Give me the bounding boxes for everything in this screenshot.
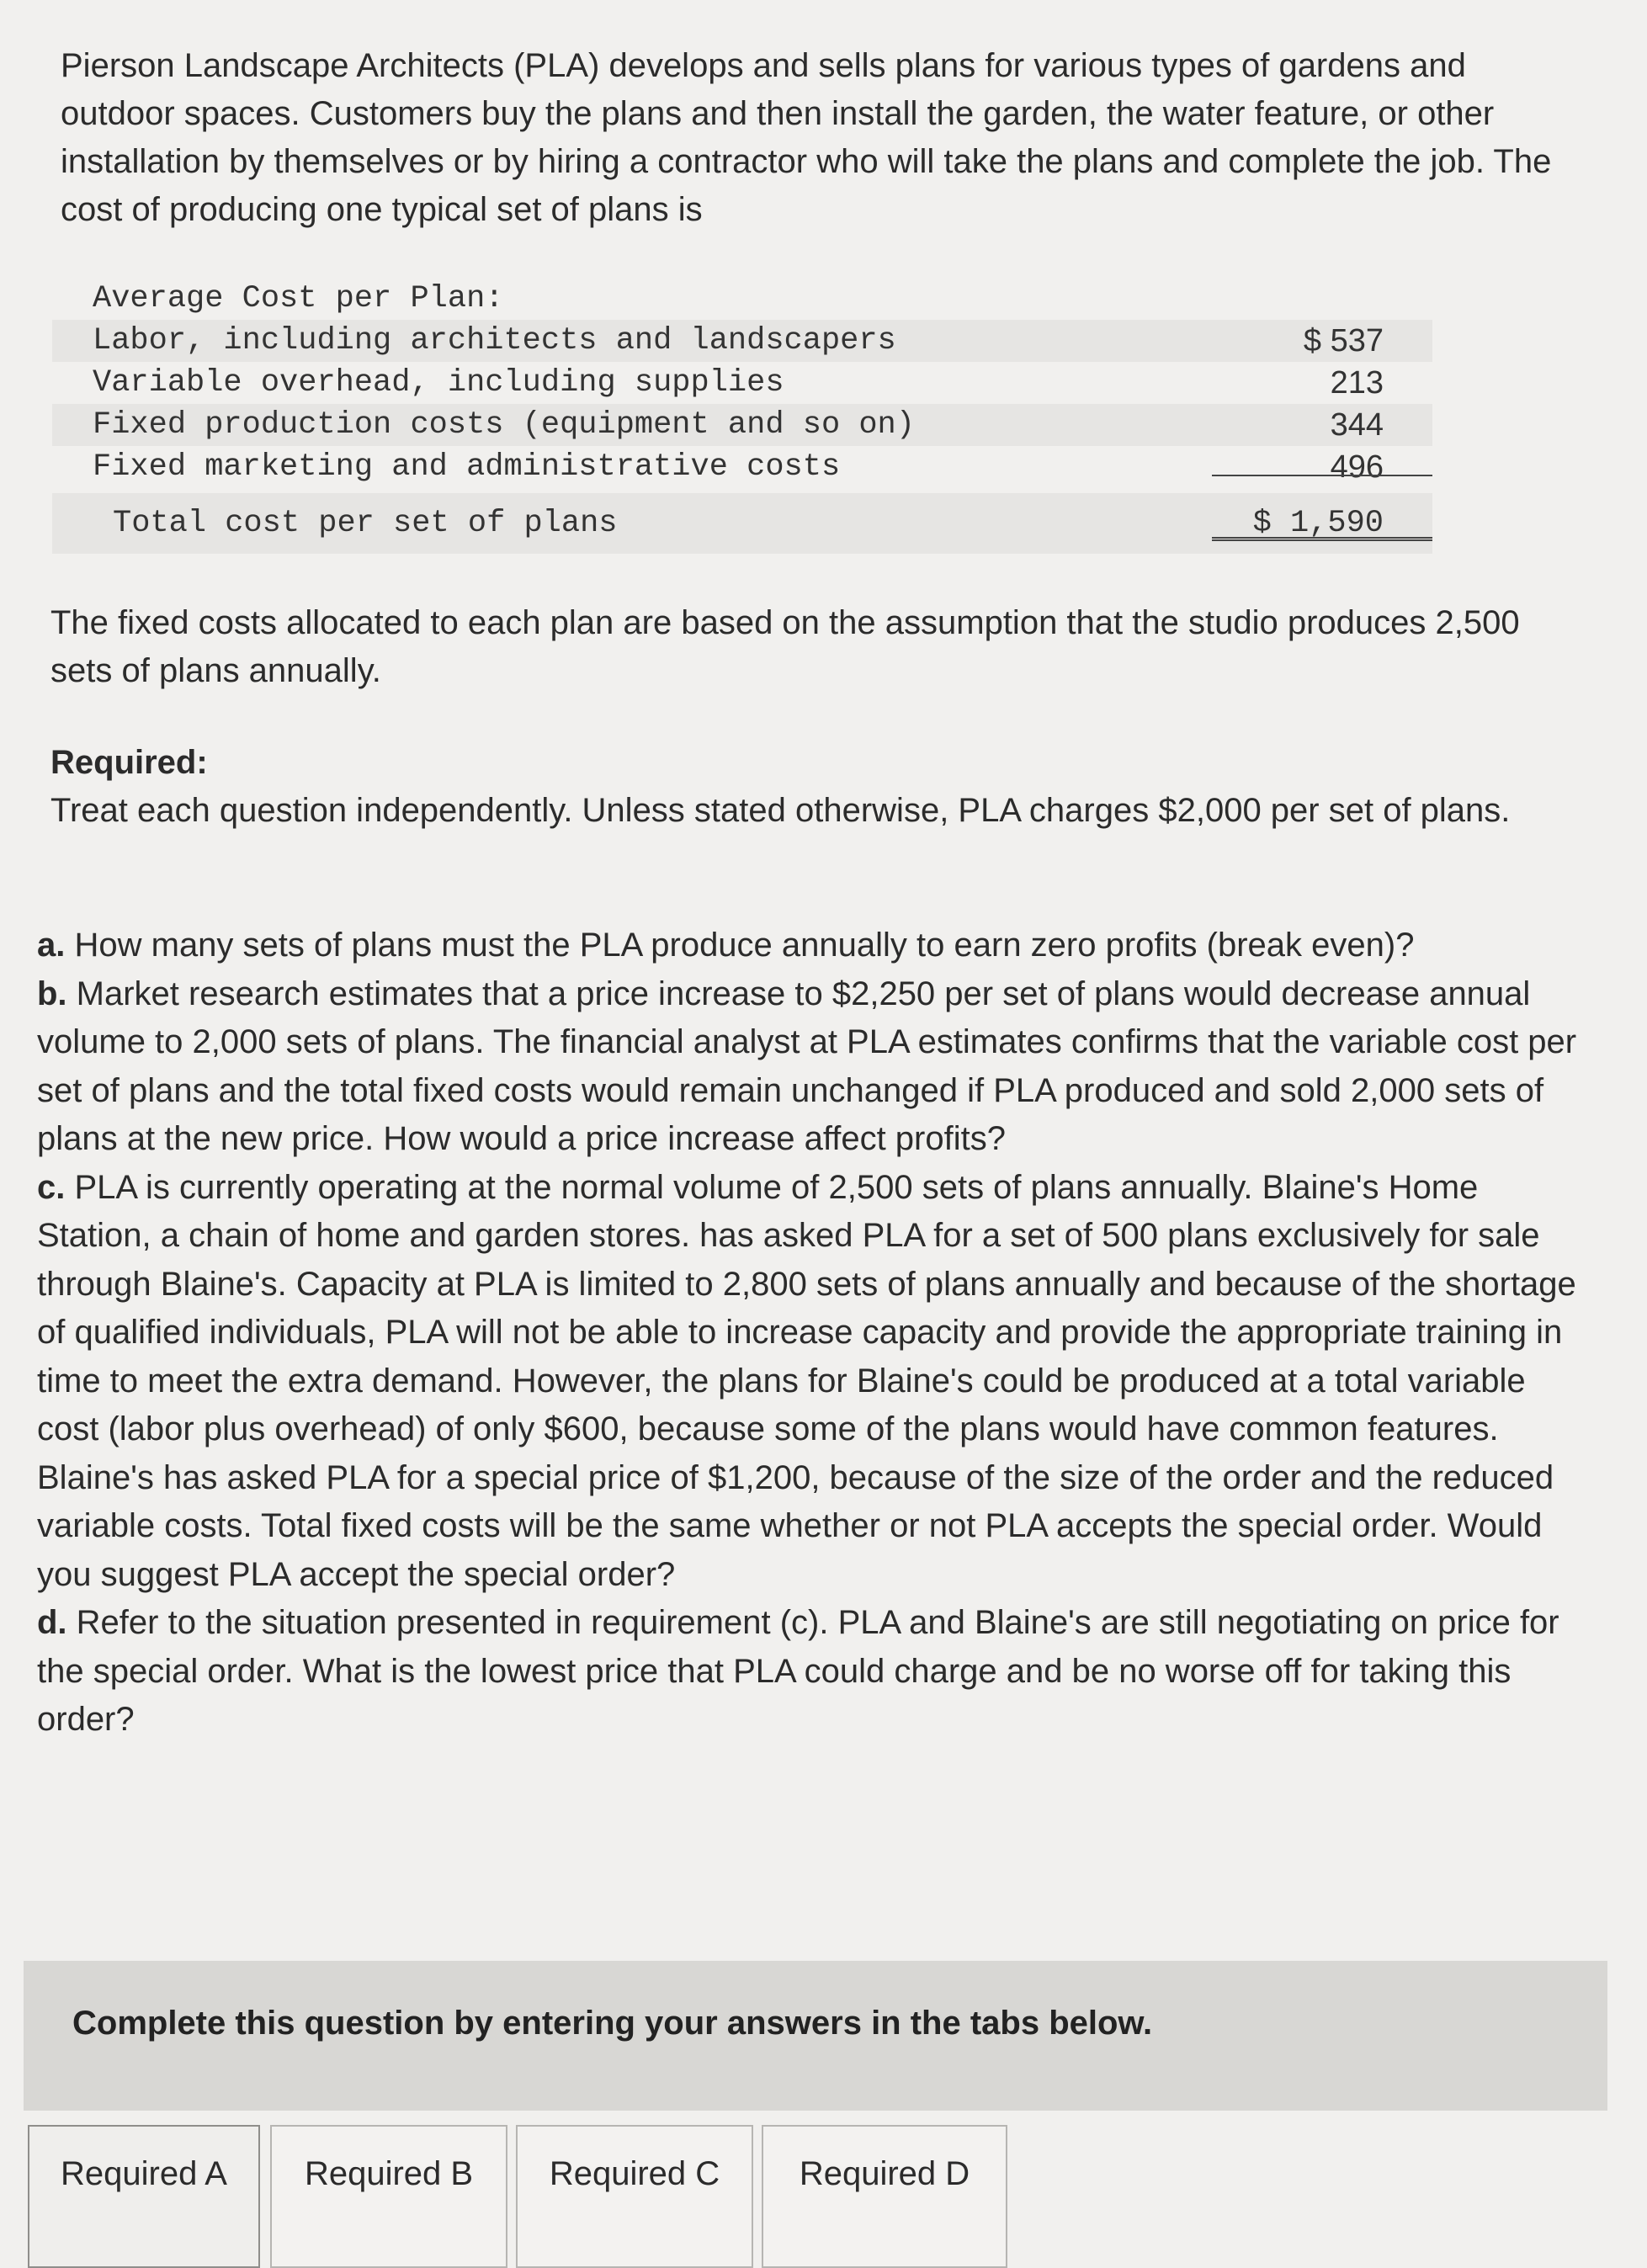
- cost-table-header: Average Cost per Plan:: [93, 281, 504, 316]
- question-letter: b.: [37, 975, 67, 1012]
- tab-required-b[interactable]: Required B: [270, 2125, 507, 2268]
- cost-value: 496: [1330, 449, 1384, 485]
- cost-label: Fixed production costs (equipment and so on): [93, 407, 915, 443]
- question-letter: d.: [37, 1604, 67, 1641]
- question-c: [37, 1164, 1586, 1600]
- intro-paragraph: Pierson Landscape Architects (PLA) develops and sells plans for various types of gardens and outdoor spaces. Customers buy the plans and then install the garden, the water feature, or other installation by themselves or by hiring a contractor who will take the plans and complete the job. The cost of producing one typical set of plans is: [61, 47, 1552, 228]
- question-text: How many sets of plans must the PLA produce annually to earn zero profits (break even)?: [74, 927, 1415, 964]
- total-label: Total cost per set of plans: [113, 506, 618, 541]
- cost-row-total: [52, 493, 1432, 554]
- question-text: PLA is currently operating at the normal volume of 2,500 sets of plans annually. Blaine's Home Station, a chain of home and garden stores. has asked PLA for a set of 500 plans exclusively for sale through Blaine's. Capacity at PLA is limited to 2,800 sets of plans annually and because of the shortage of qualified individuals, PLA will not be able to increase capacity and provide the appropriate training in time to meet the extra demand. However, the plans for Blaine's could be produced at a total variable cost (labor plus overhead) of only $600, because some of the plans would have common features. Blaine's has asked PLA for a special price of $1,200, because of the size of the order and the reduced variable costs. Total fixed costs will be the same whether or not PLA accepts the special order. Would you suggest PLA accept the special order?: [37, 1168, 1576, 1593]
- total-value: $ 1,590: [1252, 506, 1384, 541]
- cost-row-fixed-production: [52, 404, 1432, 446]
- question-text: Refer to the situation presented in requirement (c). PLA and Blaine's are still negotiating on price for the special order. What is the lowest price that PLA could charge and be no worse off for taking this order?: [37, 1604, 1559, 1738]
- question-list: [37, 922, 1586, 1745]
- question-letter: c.: [37, 1168, 66, 1206]
- question-a: [37, 922, 1586, 970]
- subtotal-rule: [1212, 475, 1432, 476]
- question-b: [37, 970, 1586, 1164]
- cost-row-fixed-marketing: [52, 446, 1432, 488]
- total-double-rule: [1212, 537, 1432, 541]
- tab-required-d[interactable]: Required D: [762, 2125, 1007, 2268]
- question-letter: a.: [37, 927, 66, 964]
- tab-required-c[interactable]: Required C: [516, 2125, 753, 2268]
- cost-row-labor: [52, 320, 1432, 362]
- cost-label: Fixed marketing and administrative costs: [93, 449, 841, 485]
- cost-row-variable-overhead: [52, 362, 1432, 404]
- cost-label: Labor, including architects and landscapers: [93, 323, 896, 359]
- instruction-banner: [24, 1961, 1607, 2111]
- required-heading: Required:: [50, 744, 208, 781]
- required-instructions: Treat each question independently. Unless stated otherwise, PLA charges $2,000 per set of plans.: [50, 792, 1511, 829]
- cost-value: $ 537: [1303, 323, 1384, 359]
- banner-text: Complete this question by entering your answers in the tabs below.: [72, 2005, 1153, 2042]
- required-section: [50, 739, 1565, 835]
- cost-label: Variable overhead, including supplies: [93, 365, 784, 401]
- question-d: [37, 1599, 1586, 1745]
- question-text: Market research estimates that a price increase to $2,250 per set of plans would decrease annual volume to 2,000 sets of plans. The financial analyst at PLA estimates confirms that the variable cost per set of plans and the total fixed costs would remain unchanged if PLA produced and sold 2,000 sets of plans at the new price. How would a price increase affect profits?: [37, 975, 1577, 1157]
- cost-table: [52, 278, 1432, 554]
- fixed-cost-note: The fixed costs allocated to each plan are based on the assumption that the studio produces 2,500 sets of plans annually.: [50, 604, 1520, 689]
- cost-value: 213: [1330, 365, 1384, 401]
- cost-value: 344: [1330, 407, 1384, 443]
- tab-required-a[interactable]: Required A: [28, 2125, 260, 2268]
